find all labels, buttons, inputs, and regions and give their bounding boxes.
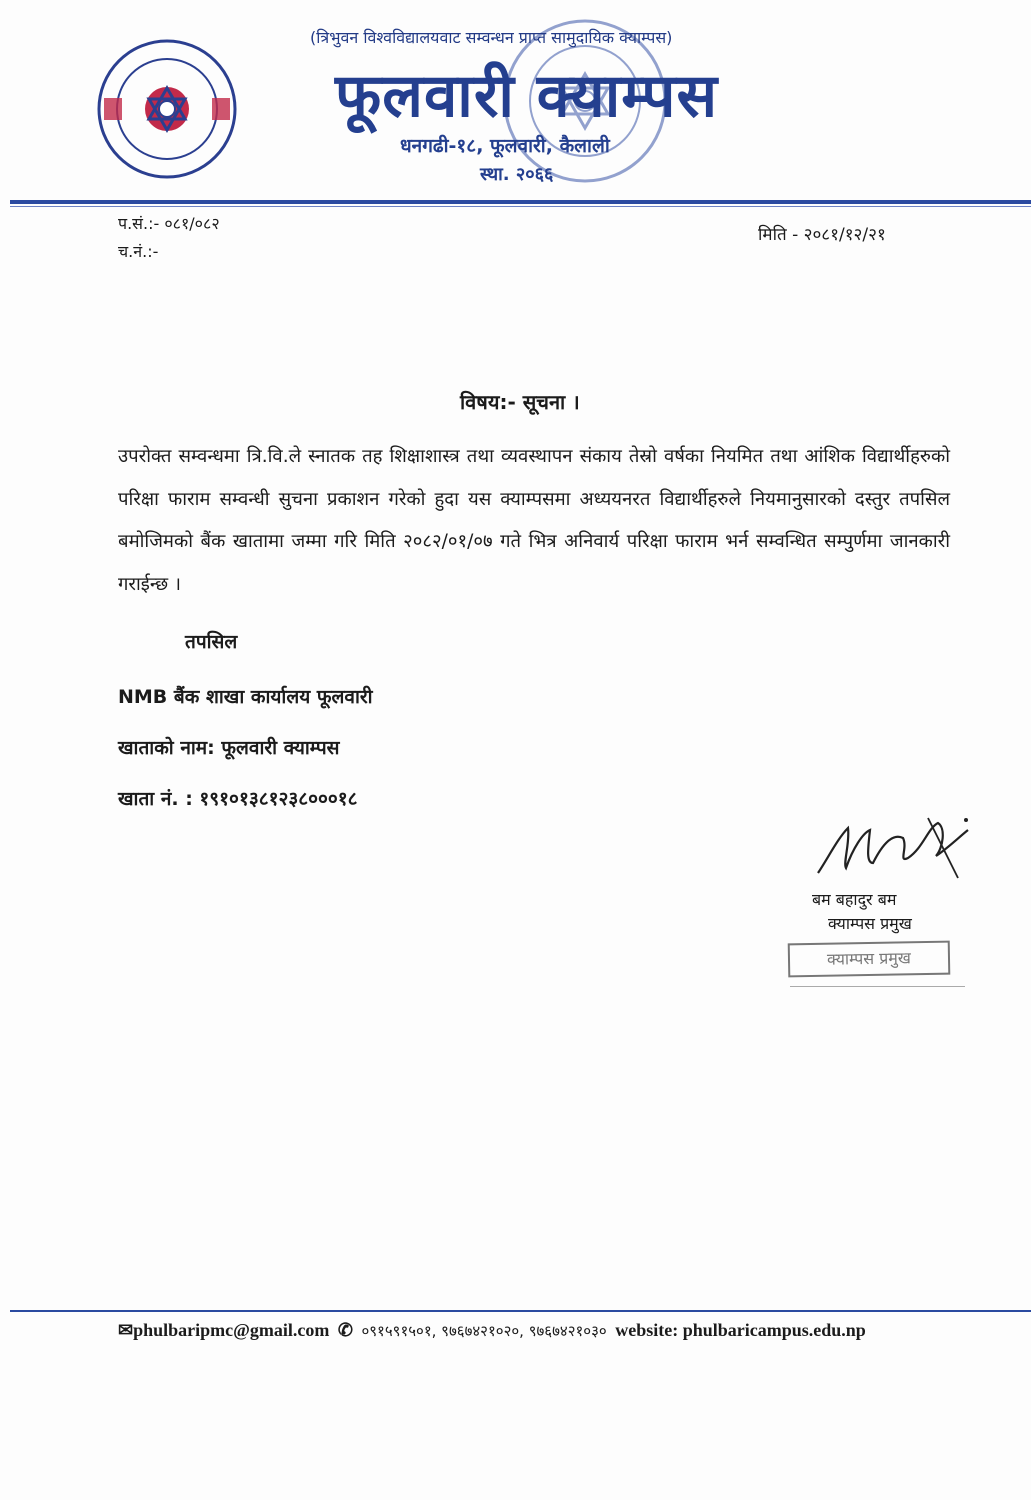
notice-subject: विषय:- सूचना । <box>460 390 580 414</box>
details-heading: तपसिल <box>185 631 238 653</box>
title-stamp: क्याम्पस प्रमुख <box>788 941 951 978</box>
contact-footer <box>118 1320 870 1341</box>
phone-numbers: ०९१५९१५०१, ९७६७४२१०२०, ९७६७४२१०३० <box>361 1322 607 1340</box>
website-link[interactable]: website: phulbaricampus.edu.np <box>615 1320 866 1340</box>
footer-divider <box>10 1310 1031 1312</box>
letter-date: मिति - २०८१/१२/२१ <box>758 225 886 245</box>
affiliation-text: (त्रिभुवन विश्वविद्यालयवाट सम्वन्धन प्राप्त सामुदायिक क्याम्पस) <box>310 28 673 47</box>
notice-body: उपरोक्त सम्वन्धमा त्रि.वि.ले स्नातक तह शिक्षाशास्त्र तथा व्यवस्थापन संकाय तेस्रो वर्षका नियमित तथा आंशिक विद्यार्थीहरुको परिक्षा फाराम सम्वन्धी सुचना प्रकाशन गरेको हुदा यस क्याम्पसमा अध्ययनरत विद्यार्थीहरुले नियमानुसारको दस्तुर तपसिल बमोजिमको बैंक खातामा जम्मा गरि मिति २०८२/०१/०७ गते भित्र अनिवार्य परिक्षा फाराम भर्न सम्वन्धित सम्पुर्णमा जानकारी गराईन्छ । <box>118 446 950 595</box>
stamp-underline <box>790 986 965 987</box>
header-divider-thin <box>10 206 1031 207</box>
campus-seal-logo <box>96 38 238 180</box>
account-number: खाता नं. : १९१०१३८१२३८०००१८ <box>118 788 358 810</box>
signature-mark <box>808 808 973 888</box>
established-year: स्था. २०६६ <box>480 164 554 185</box>
bank-branch: NMB बैंक शाखा कार्यालय फूलवारी <box>118 686 373 708</box>
dispatch-number: च.नं.:- <box>118 242 159 261</box>
account-name: खाताको नाम: फूलवारी क्याम्पस <box>118 737 340 759</box>
signatory-name: बम बहादुर बम <box>812 890 897 909</box>
reference-number: प.सं.:- ०८१/०८२ <box>118 214 220 233</box>
campus-name-heading: फूलवारी क्याम्पस <box>335 61 719 131</box>
email-link[interactable]: ✉phulbaripmc@gmail.com <box>118 1320 330 1340</box>
signatory-title: क्याम्पस प्रमुख <box>828 914 912 933</box>
phone-icon: ✆ <box>337 1320 353 1340</box>
campus-address: धनगढी-१८, फूलवारी, कैलाली <box>400 135 610 157</box>
header-divider <box>10 200 1031 204</box>
